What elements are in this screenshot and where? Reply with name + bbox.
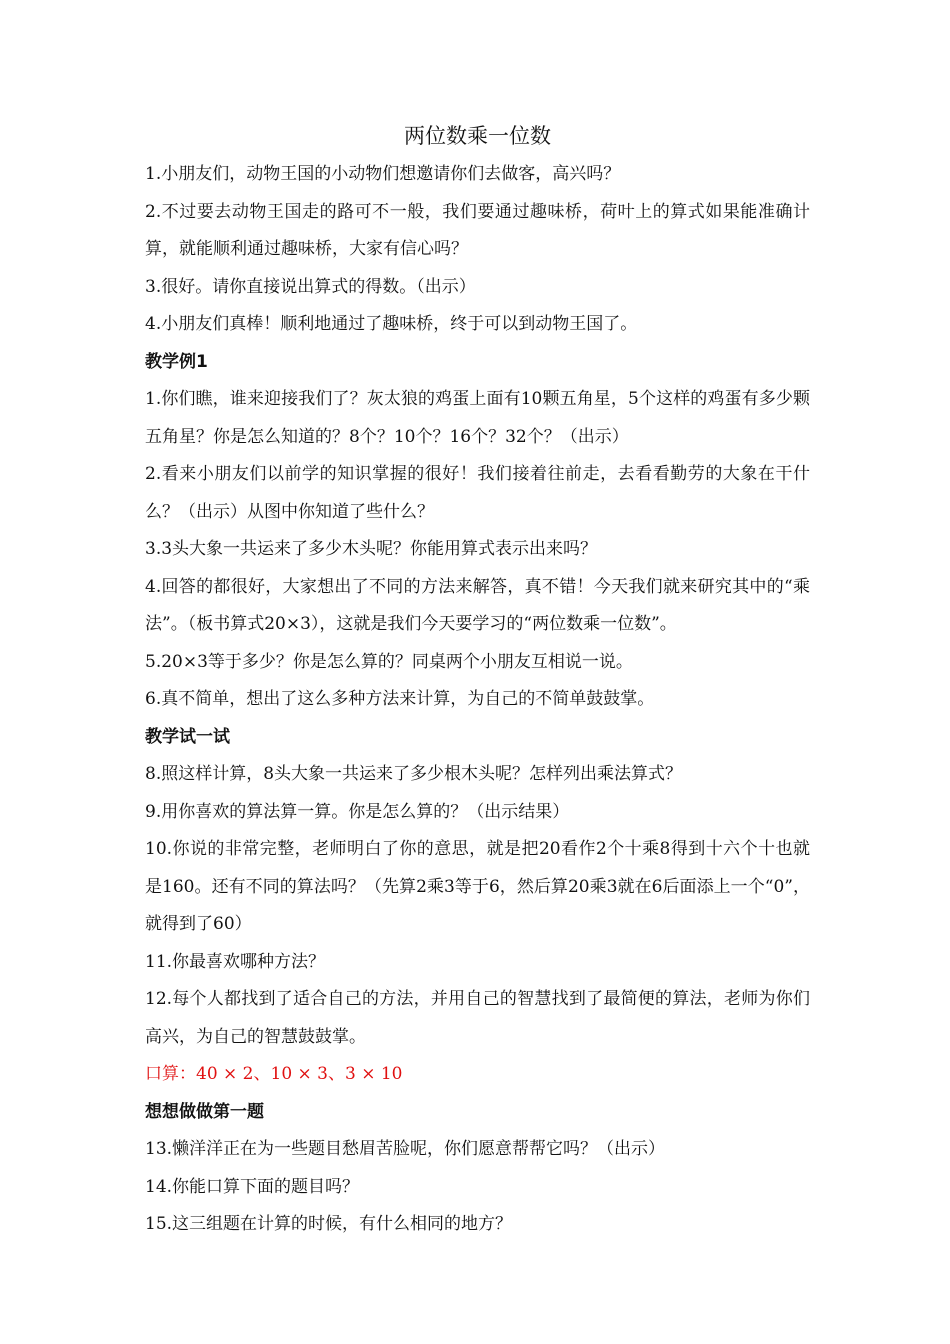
section2-item-10: 10.你说的非常完整，老师明白了你的意思，就是把20看作2个十乘8得到十六个十也就是160。还有不同的算法吗？（先算2乘3等于6，然后算20乘3就在6后面添上一个“0”，就得到了60）	[145, 839, 810, 934]
section2-item-9: 9.用你喜欢的算法算一算。你是怎么算的？（出示结果）	[145, 801, 570, 822]
intro-paragraph-3: 3.很好。请你直接说出算式的得数。（出示）	[145, 276, 476, 297]
section-heading-exercise-1: 想想做做第一题	[145, 1101, 264, 1122]
section2-item-11: 11.你最喜欢哪种方法？	[145, 951, 326, 972]
document-page	[145, 118, 810, 1244]
section-heading-try-it: 教学试一试	[145, 726, 230, 747]
section1-item-5: 5.20×3等于多少？你是怎么算的？同桌两个小朋友互相说一说。	[145, 651, 633, 672]
intro-paragraph-1: 1.小朋友们，动物王国的小动物们想邀请你们去做客，高兴吗？	[145, 164, 621, 184]
section1-item-4: 4.回答的都很好，大家想出了不同的方法来解答，真不错！今天我们就来研究其中的“乘法”。（板书算式20×3），这就是我们今天要学习的“两位数乘一位数”。	[145, 576, 810, 634]
section1-item-1: 1.你们瞧，谁来迎接我们了？灰太狼的鸡蛋上面有10颗五角星，5个这样的鸡蛋有多少颗五角星？你是怎么知道的？8个？10个？16个？32个？（出示）	[145, 389, 810, 447]
section-heading-example-1: 教学例1	[145, 351, 208, 372]
document-title: 两位数乘一位数	[404, 124, 551, 148]
section1-item-6: 6.真不简单，想出了这么多种方法来计算，为自己的不简单鼓鼓掌。	[145, 689, 655, 709]
section1-item-3: 3.3头大象一共运来了多少木头呢？你能用算式表示出来吗？	[145, 539, 598, 559]
section3-item-15: 15.这三组题在计算的时候，有什么相同的地方？	[145, 1214, 513, 1234]
section3-item-13: 13.懒洋洋正在为一些题目愁眉苦脸呢，你们愿意帮帮它吗？（出示）	[145, 1139, 666, 1159]
section2-item-12: 12.每个人都找到了适合自己的方法，并用自己的智慧找到了最简便的算法，老师为你们高兴，为自己的智慧鼓鼓掌。	[145, 989, 810, 1047]
intro-paragraph-2: 2.不过要去动物王国走的路可不一般，我们要通过趣味桥，荷叶上的算式如果能准确计算，就能顺利通过趣味桥，大家有信心吗？	[145, 201, 810, 259]
section2-item-8: 8.照这样计算，8头大象一共运来了多少根木头呢？怎样列出乘法算式？	[145, 764, 683, 784]
section3-item-14: 14.你能口算下面的题目吗？	[145, 1176, 360, 1197]
intro-paragraph-4: 4.小朋友们真棒！顺利地通过了趣味桥，终于可以到动物王国了。	[145, 314, 638, 334]
oral-calculation-line: 口算：40 × 2、10 × 3、3 × 10	[145, 1064, 403, 1084]
section1-item-2: 2.看来小朋友们以前学的知识掌握的很好！我们接着往前走，去看看勤劳的大象在干什么？（出示）从图中你知道了些什么？	[145, 464, 810, 522]
